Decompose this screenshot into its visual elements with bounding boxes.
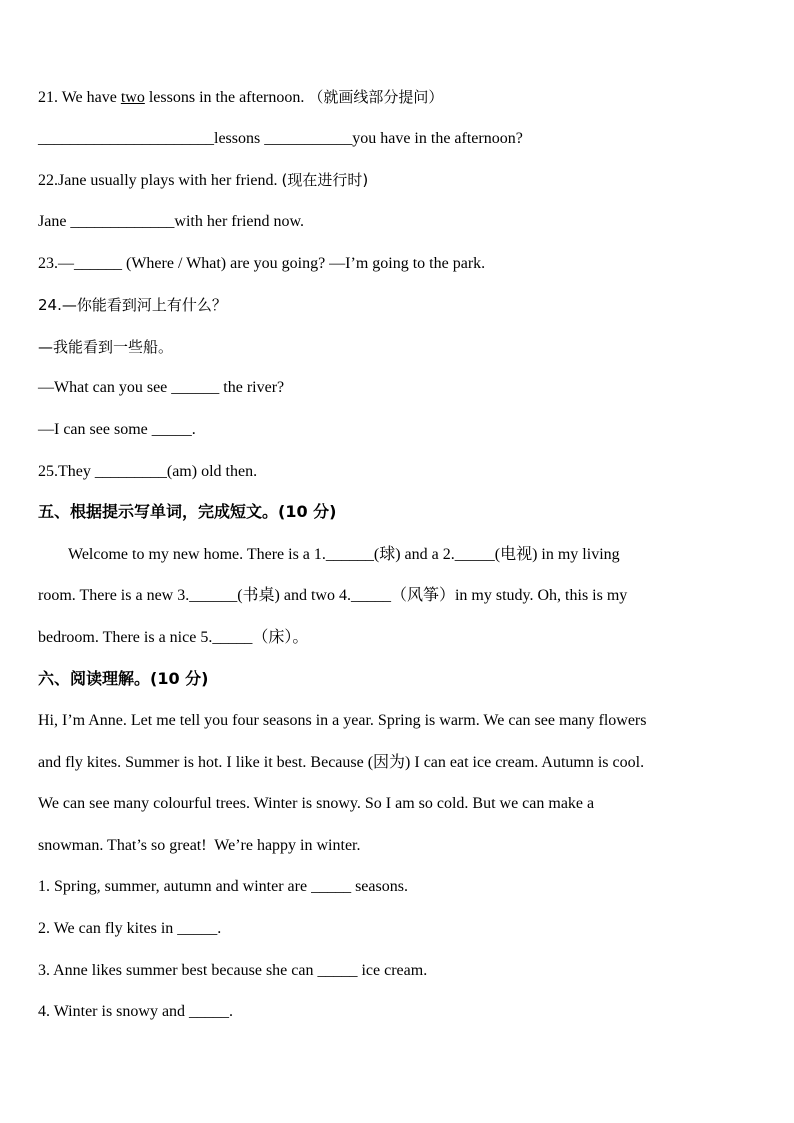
question-22-text: 22.Jane usually plays with her friend. (38, 172, 282, 189)
question-24-reply: —我能看到一些船。 (38, 338, 174, 356)
question-21-answer-line: ______________________lessons ___________you have in the afternoon? (38, 130, 523, 147)
question-22 (38, 170, 368, 191)
question-24-line3: —What can you see ______ the river? (38, 379, 285, 396)
question-25: 25.They _________(am) old then. (38, 463, 258, 480)
section-5-heading: 五、根据提示写单词，完成短文。(10 分) (38, 502, 337, 521)
reading-question: 1. Spring, summer, autumn and winter are _____ seasons. (38, 878, 408, 895)
question-21-after: lessons in the afternoon. (144, 89, 309, 106)
question-21 (38, 87, 443, 108)
question-21-underlined-word: two (120, 89, 145, 106)
question-24-line4: —I can see some _____. (38, 421, 196, 438)
reading-question: 3. Anne likes summer best because she can _____ ice cream. (38, 962, 428, 979)
section-6-heading: 六、阅读理解。(10 分) (38, 669, 209, 688)
section-5-paragraph-line: bedroom. There is a nice 5._____（床）。 (38, 629, 309, 646)
reading-passage-line: snowman. That’s so great! We’re happy in winter. (38, 837, 361, 854)
question-24-prompt: 24.—你能看到河上有什么？ (38, 296, 227, 314)
section-5-paragraph-line: Welcome to my new home. There is a 1.______(球) and a 2._____(电视) in my living (68, 546, 620, 563)
reading-question: 4. Winter is snowy and _____. (38, 1003, 234, 1020)
question-23: 23.—______ (Where / What) are you going? —I’m going to the park. (38, 255, 486, 272)
section-5-paragraph-line: room. There is a new 3.______(书桌) and two 4._____（风筝）in my study. Oh, this is my (38, 587, 628, 604)
reading-passage-line: and fly kites. Summer is hot. I like it best. Because (因为) I can eat ice cream. Autumn is cool. (38, 754, 645, 771)
reading-question: 2. We can fly kites in _____. (38, 920, 222, 937)
question-21-before: 21. We have (38, 89, 121, 106)
reading-passage-line: We can see many colourful trees. Winter is snowy. So I am so cold. But we can make a (38, 795, 595, 812)
question-22-hint: (现在进行时) (281, 171, 369, 189)
reading-passage-line: Hi, I’m Anne. Let me tell you four seasons in a year. Spring is warm. We can see many flowers (38, 712, 647, 729)
question-22-answer-line: Jane _____________with her friend now. (38, 213, 305, 230)
question-21-hint: （就画线部分提问） (308, 88, 444, 106)
